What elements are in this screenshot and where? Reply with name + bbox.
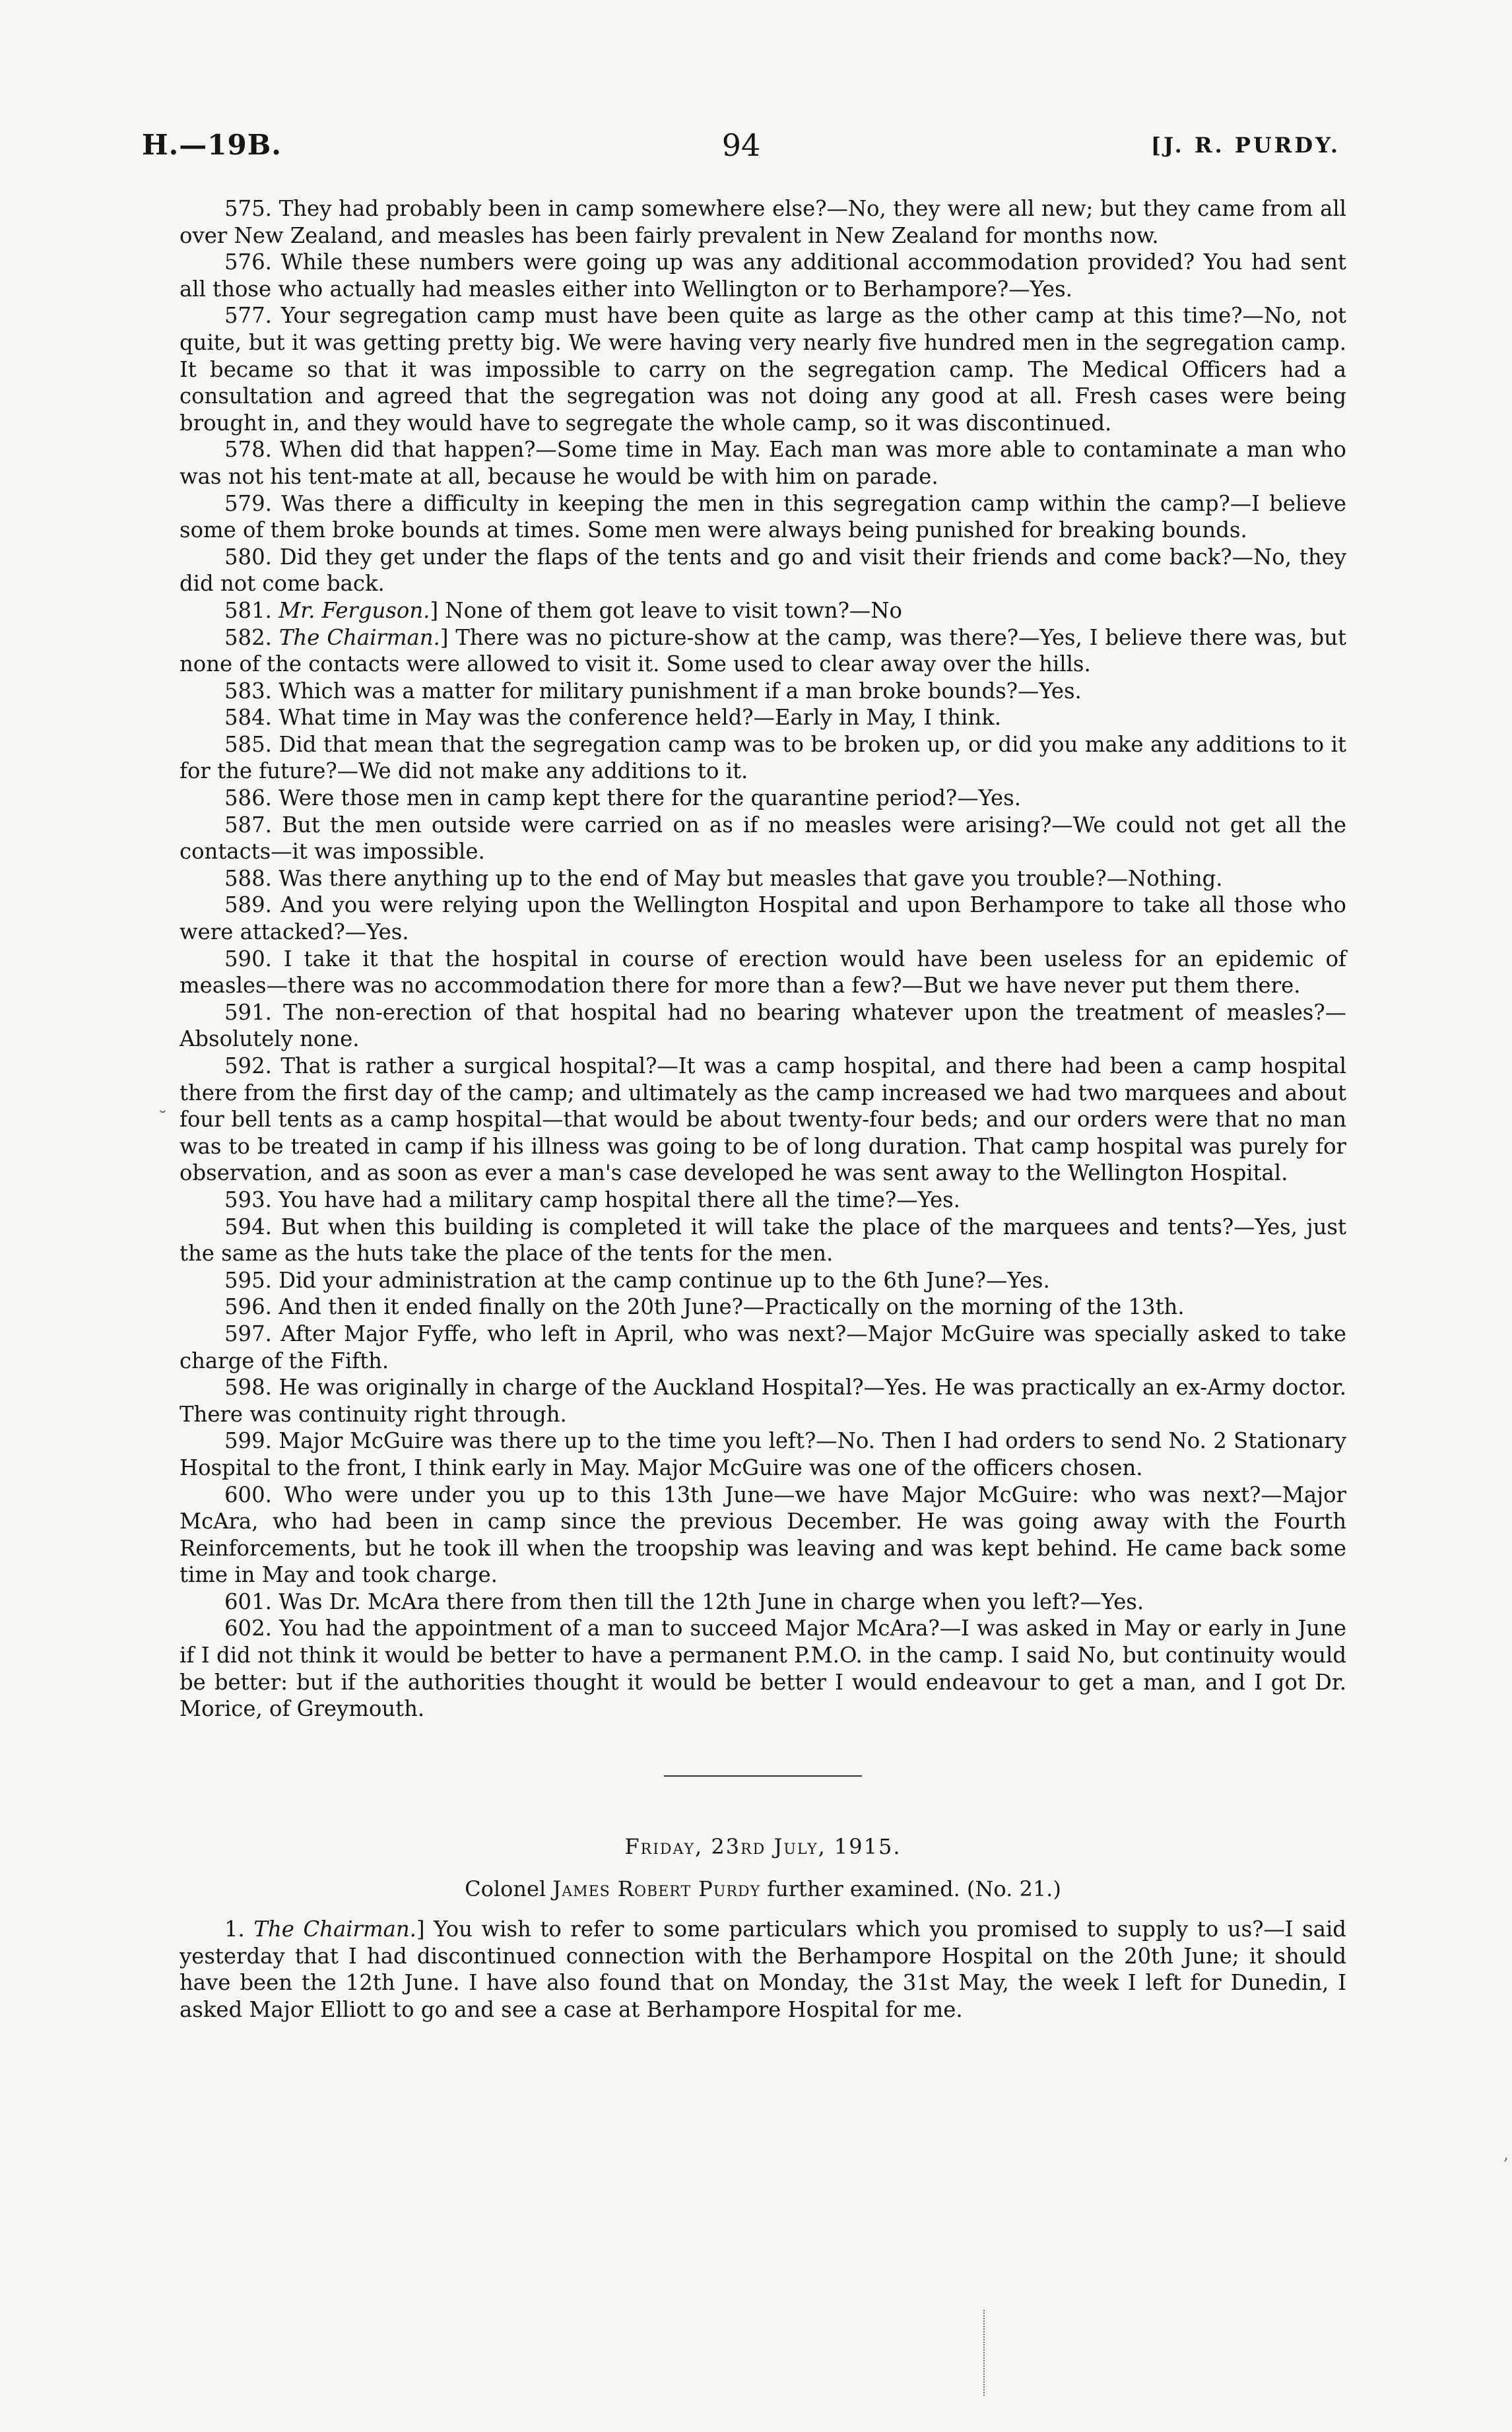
question-paragraph bbox=[180, 1374, 1346, 1428]
paragraph-text: 576. While these numbers were going up was any additional accommodation provided? You had sent all those who actually had measles either into Wellington or to Berhampore?—Yes. bbox=[180, 249, 1346, 302]
speaker-name: Mr. Ferguson. bbox=[279, 597, 430, 623]
question-paragraph bbox=[180, 1428, 1346, 1481]
paragraph-text: 592. That is rather a surgical hospital?—It was a camp hospital, and there had been a camp hospital there from the first day of the camp; and ultimately as the camp increased we had two marquees and about four bell tents as a camp hospital—that would be about twenty-four beds; and our orders were that no man was to be treated in camp if his illness was going to be of long duration. That camp hospital was purely for observation, and as soon as ever a man's case developed he was sent away to the Wellington Hospital. bbox=[180, 1053, 1346, 1186]
paragraph-text: ] There was no picture-show at the camp, was there?—Yes, I believe there was, but none of the contacts were allowed to visit it. Some used to clear away over the hills. bbox=[180, 624, 1346, 677]
paragraph-text: 586. Were those men in camp kept there for the quarantine period?—Yes. bbox=[224, 785, 1022, 811]
question-paragraph bbox=[180, 1214, 1346, 1267]
question-paragraph bbox=[180, 812, 1346, 865]
question-paragraph bbox=[180, 999, 1346, 1053]
witness-running-head: [J. R. PURDY. bbox=[1150, 133, 1340, 158]
question-paragraph bbox=[180, 490, 1346, 544]
question-paragraph bbox=[180, 1294, 1346, 1321]
paragraph-text: 578. When did that happen?—Some time in May. Each man was more able to contaminate a man who was not his tent-mate at all, because he would be with him on parade. bbox=[180, 437, 1346, 489]
paragraph-text: 593. You have had a military camp hospital there all the time?—Yes. bbox=[224, 1187, 960, 1212]
paragraph-text: 575. They had probably been in camp somewhere else?—No, they were all new; but they came from all over New Zealand, and measles has been fairly prevalent in New Zealand for months now. bbox=[180, 196, 1346, 248]
margin-mark-left: ˘ bbox=[158, 1109, 167, 1129]
paragraph-text: 587. But the men outside were carried on as if no measles were arising?—We could not get all the contacts—it was impossible. bbox=[180, 812, 1346, 865]
question-paragraph bbox=[180, 195, 1346, 249]
witness-status: further examined. (No. 21.) bbox=[767, 1876, 1061, 1902]
paragraph-text: 588. Was there anything up to the end of May but measles that gave you trouble?—Nothing. bbox=[224, 865, 1223, 891]
paragraph-text: 585. Did that mean that the segregation camp was to be broken up, or did you make any additions to it for the future?—We did not make any additions to it. bbox=[180, 731, 1346, 784]
question-paragraph bbox=[180, 1187, 1346, 1214]
question-paragraph bbox=[180, 544, 1346, 597]
paragraph-text: 597. After Major Fyffe, who left in April, who was next?—Major McGuire was specially asked to take charge of the Fifth. bbox=[180, 1321, 1346, 1373]
paragraph-text: 589. And you were relying upon the Wellington Hospital and upon Berhampore to take all those who were attacked?—Yes. bbox=[180, 892, 1346, 945]
paragraph-text: 591. The non-erection of that hospital had no bearing whatever upon the treatment of measles?—Absolutely none. bbox=[180, 999, 1346, 1052]
paragraph-number: 1. bbox=[224, 1917, 254, 1942]
witness-rank: Colonel bbox=[465, 1876, 546, 1902]
paragraph-text: 602. You had the appointment of a man to succeed Major McAra?—I was asked in May or early in June if I did not think it would be better to have a permanent P.M.O. in the camp. I said No, but continuity would be better: but if the authorities thought it would be better I would endeavour to get a man, and I got Dr. Morice, of Greymouth. bbox=[180, 1616, 1346, 1722]
page-header bbox=[142, 129, 1340, 168]
question-paragraph bbox=[180, 1053, 1346, 1187]
paragraph-text: 590. I take it that the hospital in course of erection would have been useless for an epidemic of measles—there was no accommodation there for more than a few?—But we have never put them there. bbox=[180, 946, 1346, 999]
paragraph-text: 581. bbox=[224, 597, 279, 623]
question-paragraph bbox=[180, 892, 1346, 945]
question-list bbox=[180, 195, 1346, 1723]
speaker-name: The Chairman. bbox=[279, 624, 440, 650]
question-paragraph bbox=[180, 865, 1346, 892]
question-paragraph bbox=[180, 302, 1346, 436]
scan-artifact-line bbox=[983, 2310, 990, 2396]
paragraph-text: 579. Was there a difficulty in keeping the men in this segregation camp within the camp?—I believe some of them broke bounds at times. Some men were always being punished for breaking bounds. bbox=[180, 490, 1346, 543]
question-paragraph bbox=[180, 704, 1346, 731]
paragraph-text: ] You wish to refer to some particulars which you promised to supply to us?—I said yesterday that I had discontinued connection with the Berhampore Hospital on the 20th June; it should have been the 12th June. I have also found that on Monday, the 31st May, the week I left for Dunedin, I asked Major Elliott to go and see a case at Berhampore Hospital for me. bbox=[180, 1917, 1346, 2022]
paragraph-text: 583. Which was a matter for military punishment if a man broke bounds?—Yes. bbox=[224, 678, 1082, 704]
question-paragraph-1 bbox=[180, 1916, 1346, 2023]
paragraph-text: 577. Your segregation camp must have been quite as large as the other camp at this time?—No, not quite, but it was getting pretty big. We were having very nearly five hundred men in the segregation camp. It became so that it was impossible to carry on the segregation camp. The Medical Officers had a consultation and agreed that the segregation was not doing any good at all. Fresh cases were being brought in, and they would have to segregate the whole camp, so it was discontinued. bbox=[180, 303, 1346, 436]
section-divider bbox=[664, 1775, 862, 1777]
witness-line bbox=[180, 1876, 1346, 1903]
paragraph-text: 582. bbox=[224, 624, 279, 650]
paragraph-text: ] None of them got leave to visit town?—No bbox=[430, 597, 902, 623]
paragraph-text: 594. But when this building is completed it will take the place of the marquees and tents?—Yes, just the same as the huts take the place of the tents for the men. bbox=[180, 1214, 1346, 1266]
paragraph-text: 595. Did your administration at the camp continue up to the 6th June?—Yes. bbox=[224, 1267, 1050, 1293]
question-paragraph bbox=[180, 1589, 1346, 1616]
question-paragraph bbox=[180, 249, 1346, 302]
question-paragraph bbox=[180, 597, 1346, 624]
paragraph-text: 580. Did they get under the flaps of the tents and go and visit their friends and come back?—No, they did not come back. bbox=[180, 544, 1346, 597]
question-paragraph bbox=[180, 785, 1346, 812]
question-paragraph bbox=[180, 436, 1346, 490]
question-paragraph bbox=[180, 624, 1346, 678]
question-paragraph bbox=[180, 1482, 1346, 1589]
question-paragraph bbox=[180, 678, 1346, 705]
witness-name: James Robert Purdy bbox=[552, 1876, 761, 1902]
transcript-body bbox=[180, 195, 1346, 2023]
paragraph-text: 599. Major McGuire was there up to the time you left?—No. Then I had orders to send No. 2 Stationary Hospital to the front, I think early in May. Major McGuire was one of the officers chosen. bbox=[180, 1428, 1346, 1480]
session-date: Friday, 23rd July, 1915. bbox=[624, 1833, 902, 1859]
question-paragraph bbox=[180, 946, 1346, 999]
paragraph-text: 601. Was Dr. McAra there from then till the 12th June in charge when you left?—Yes. bbox=[224, 1589, 1144, 1614]
question-paragraph bbox=[180, 731, 1346, 785]
question-paragraph bbox=[180, 1321, 1346, 1374]
paragraph-text: 596. And then it ended finally on the 20th June?—Practically on the morning of the 13th. bbox=[224, 1294, 1185, 1320]
paragraph-text: 598. He was originally in charge of the Auckland Hospital?—Yes. He was practically an ex-Army doctor. There was continuity right through. bbox=[180, 1375, 1346, 1427]
margin-mark-right: ‚ bbox=[1503, 2145, 1509, 2163]
paragraph-text: 600. Who were under you up to this 13th June—we have Major McGuire: who was next?—Major McAra, who had been in camp since the previous December. He was going away with the Fourth Reinforcements, but he took ill when the troopship was leaving and was kept behind. He came back some time in May and took charge. bbox=[180, 1482, 1346, 1588]
speaker-name: The Chairman. bbox=[253, 1917, 416, 1942]
report-reference: H.—19B. bbox=[142, 129, 282, 161]
question-paragraph bbox=[180, 1267, 1346, 1294]
paragraph-text: 584. What time in May was the conference held?—Early in May, I think. bbox=[224, 705, 1001, 731]
question-paragraph bbox=[180, 1615, 1346, 1722]
page-number: 94 bbox=[721, 127, 761, 163]
